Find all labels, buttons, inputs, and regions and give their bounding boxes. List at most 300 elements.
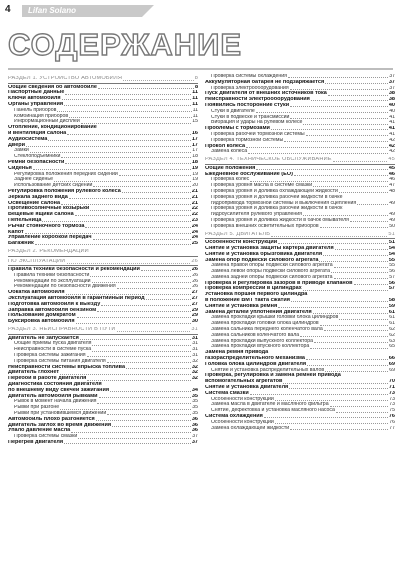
toc-leader	[98, 85, 194, 89]
toc-label: Пуск двигателя от внешних источников тока	[205, 91, 327, 97]
toc-label: Снятие и установка защиты картера двигателя	[205, 245, 334, 251]
toc-label: Освещение салона	[8, 200, 61, 206]
toc-leader	[35, 241, 191, 245]
toc-leader	[60, 405, 191, 409]
toc-label: Проверка рабочей тормозной системы	[211, 131, 305, 137]
toc-label: Ключи автомобиля	[8, 96, 61, 102]
toc-leader	[26, 143, 191, 147]
toc-page-number: 17	[192, 148, 198, 154]
toc-page-number: 41	[389, 120, 395, 126]
toc-leader	[90, 273, 191, 277]
toc-page-number: 37	[389, 74, 395, 79]
toc-page-number: 35	[192, 399, 198, 405]
toc-label: Головка блока цилиндров двигателя	[205, 361, 307, 367]
toc-leader	[325, 368, 388, 372]
toc-label: Вещевые ящики салона	[8, 212, 74, 218]
toc-leader	[310, 344, 388, 348]
toc-page-number: 18	[191, 159, 198, 165]
toc-label: Проверка внешних осветительных приборов	[211, 223, 319, 229]
page-header	[0, 0, 401, 22]
toc-page-number: 75	[389, 408, 395, 414]
toc-leader	[87, 353, 192, 357]
toc-page-number: 26	[192, 272, 198, 278]
toc-label: Рывки при установившемся движении	[14, 411, 107, 417]
toc-page-number: 77	[389, 425, 395, 431]
toc-page-number: 36	[191, 422, 198, 428]
toc-label: Заправка автомобиля бензином	[8, 307, 97, 313]
toc-label: Автомобиль плохо разгоняется	[8, 416, 95, 422]
toc-page-number: 29	[191, 313, 198, 319]
toc-leader	[146, 296, 191, 300]
toc-leader	[61, 154, 191, 158]
toc-leader	[69, 195, 191, 199]
toc-page-number: 59	[388, 303, 395, 309]
toc-label: гидроусилителя рулевого управления	[211, 212, 302, 218]
toc-label: Неисправности электрооборудования	[205, 97, 310, 103]
toc-page-number: 24	[191, 229, 198, 235]
toc-leader	[93, 235, 191, 239]
toc-label: Рычаг стояночного тормоза	[8, 223, 85, 229]
toc-label: Эксплуатация автомобиля в гарантийный период	[8, 296, 145, 302]
toc-label: Замена прокладки крышки головки блока цилиндров	[211, 315, 339, 321]
toc-page-number: 63	[389, 338, 395, 344]
toc-leader	[325, 80, 388, 84]
toc-page-number: 36	[191, 416, 198, 422]
toc-leader	[25, 230, 191, 234]
toc-page-number: 15	[192, 119, 198, 125]
toc-page-number: 49	[389, 200, 395, 206]
toc-label: Снятие и установка распределительных валов	[211, 367, 325, 373]
toc-page-number: 71	[388, 385, 395, 391]
toc-leader	[66, 290, 191, 294]
toc-leader	[87, 376, 191, 380]
toc-leader	[77, 313, 191, 317]
toc-page-number: 42	[389, 149, 395, 155]
toc-leader	[97, 399, 191, 403]
toc-label: Появились посторонние стуки	[205, 102, 290, 108]
toc-label: Установка поршня первого цилиндра	[205, 292, 308, 298]
toc-page-number: 19	[192, 171, 198, 177]
toc-leader	[333, 157, 388, 162]
toc-leader	[354, 281, 388, 285]
toc-page-number: 31	[192, 353, 198, 359]
toc-page-number: 31	[191, 327, 198, 333]
toc-label: и вентиляция салона	[8, 130, 67, 136]
toc-label: Перегрев двигателя	[8, 440, 64, 445]
toc-label: Замена масла в двигателе и масляного фильтра	[211, 402, 329, 408]
toc-leader	[331, 269, 388, 273]
toc-page-number: 62	[389, 327, 395, 333]
toc-label: Комбинация приборов	[14, 113, 69, 119]
toc-page-number: 11	[192, 101, 198, 107]
toc-page-number: 11	[192, 113, 198, 119]
toc-label: Проверка уровня и доливка рабочей жидкости в бачке	[211, 194, 343, 200]
toc-leader	[57, 108, 191, 112]
toc-label: Замки	[14, 148, 29, 154]
toc-page-number: 32	[191, 364, 198, 370]
toc-leader	[328, 91, 388, 95]
toc-page-number: 26	[192, 284, 198, 290]
toc-label: Снятие и установка двигателя	[205, 385, 289, 391]
toc-leader	[339, 315, 388, 319]
toc-label: Ремни безопасности	[8, 159, 65, 165]
toc-label: Неисправности системы впрыска топлива	[8, 364, 126, 370]
toc-label: Аккумуляторная батарея не подзаряжается	[205, 79, 325, 85]
toc-leader	[275, 420, 388, 424]
toc-label: РАЗДЕЛ 4. ТЕХНИЧЕСКОЕ ОБСЛУЖИВАНИЕ	[205, 157, 332, 163]
toc-page-number: 41	[388, 126, 395, 132]
toc-label: Использование детских сидений	[14, 183, 93, 189]
toc-label: Проверка уровня масла в системе смазки	[211, 183, 313, 189]
toc-label: Проверка системы охлаждения	[211, 74, 287, 79]
toc-page-number: 24	[191, 223, 198, 229]
toc-entry	[8, 319, 198, 325]
toc-subentry	[205, 426, 395, 432]
toc-label: Стеклоподъемники	[14, 154, 61, 160]
toc-page-number: 42	[389, 137, 395, 143]
toc-page-number: 65	[389, 344, 395, 350]
toc-label: Замена сальников коленчатого вала	[211, 332, 300, 338]
toc-page-number: 32	[192, 358, 198, 364]
toc-page-number: 26	[191, 267, 198, 273]
toc-page-number: 19	[192, 177, 198, 183]
toc-leader	[92, 341, 191, 345]
toc-section-heading	[205, 157, 395, 165]
toc-page-number: 73	[389, 396, 395, 402]
toc-label: Органы управления	[8, 101, 64, 107]
toc-leader	[65, 90, 191, 94]
toc-label: Проверка электрооборудования	[211, 85, 289, 91]
toc-page-number: 69	[389, 367, 395, 373]
toc-leader	[112, 423, 191, 427]
toc-leader	[357, 201, 388, 205]
toc-leader	[290, 115, 388, 119]
toc-leader	[101, 302, 191, 306]
toc-leader	[117, 284, 191, 288]
toc-label: Замена колеса	[211, 149, 248, 155]
toc-label: Двигатель автомобиля рывками	[8, 393, 98, 399]
toc-leader	[54, 177, 191, 181]
toc-label: Замена правой опоры подвески силового агрегата	[211, 263, 333, 269]
toc-label: Замена охлаждающей жидкости	[211, 425, 290, 431]
toc-label: Снятие и установка брызговика двигателя	[205, 251, 323, 257]
toc-label: Общие положения	[205, 165, 256, 171]
toc-label: Отопление, кондиционирование	[8, 125, 97, 131]
toc-label: Система смазки	[205, 390, 249, 396]
toc-page-number: 32	[191, 370, 198, 376]
toc-leader	[256, 166, 388, 170]
toc-label: Управление коробкой передач	[8, 235, 92, 241]
toc-page-number: 11	[192, 107, 198, 113]
toc-page-number: 21	[191, 194, 198, 200]
toc-leader	[303, 212, 388, 216]
toc-page-number: 73	[388, 390, 395, 396]
toc-page-number: 42	[388, 143, 395, 149]
page-title: СОДЕРЖАНИЕ	[8, 27, 243, 62]
toc-page-number: 56	[389, 269, 395, 275]
toc-label: Прокол колеса	[205, 143, 246, 149]
toc-label: Особенности конструкции	[211, 419, 274, 425]
toc-page-number: 11	[192, 90, 198, 96]
toc-leader	[290, 86, 389, 90]
toc-page-number: 37	[192, 434, 198, 440]
toc-page-number: 54	[388, 245, 395, 251]
toc-leader	[76, 319, 191, 323]
toc-leader	[96, 417, 191, 421]
toc-label: Снятие и установка ремня	[205, 303, 278, 309]
toc-leader	[290, 426, 388, 430]
toc-label: Регулировка положения передних сидений	[14, 171, 118, 177]
toc-page-number: 40	[389, 108, 395, 114]
toc-leader	[300, 333, 388, 337]
toc-page-number: 31	[191, 335, 198, 341]
toc-page-number: 73	[389, 402, 395, 408]
toc-section-heading	[8, 249, 198, 257]
toc-leader	[294, 172, 388, 176]
toc-label: газораспределительного механизма	[205, 356, 305, 362]
toc-page-number: 70	[388, 379, 395, 385]
toc-leader	[107, 359, 192, 363]
toc-leader	[78, 434, 191, 438]
toc-leader	[306, 356, 388, 360]
toc-label: Проверка колес	[211, 177, 250, 183]
toc-label: Буксировка автомобиля	[8, 319, 75, 325]
toc-page-number: 26	[191, 258, 198, 264]
toc-page-number: 38	[388, 97, 395, 103]
toc-leader	[85, 224, 190, 228]
toc-entry	[8, 241, 198, 247]
toc-label: Сиденья	[8, 165, 32, 171]
toc-page-number: 16	[191, 130, 198, 136]
toc-page-number: 37	[191, 440, 198, 445]
toc-leader	[291, 298, 388, 302]
toc-page-number: 61	[388, 309, 395, 315]
toc-leader	[324, 327, 388, 331]
toc-leader	[320, 224, 389, 228]
toc-page-number: 46	[388, 171, 395, 177]
toc-leader	[75, 212, 191, 216]
toc-label: Пользование домкратом	[8, 313, 76, 319]
toc-page-number: 24	[191, 235, 198, 241]
toc-leader	[107, 411, 191, 415]
toc-page-number: 8	[194, 84, 198, 90]
toc-page-number: 45	[388, 165, 395, 171]
toc-leader	[288, 74, 388, 78]
toc-leader	[330, 402, 389, 406]
toc-leader	[248, 149, 388, 153]
toc-label: Замена деталей уплотнения двигателя	[205, 309, 312, 315]
toc-page-number: 41	[389, 114, 395, 120]
toc-page-number: 32	[191, 376, 198, 382]
toc-leader	[110, 388, 191, 392]
toc-leader	[319, 258, 387, 262]
toc-leader	[290, 103, 388, 107]
toc-label: Двигатель заглох во время движения	[8, 422, 112, 428]
toc-leader	[122, 189, 191, 193]
toc-leader	[69, 114, 191, 118]
toc-page-number: 61	[389, 321, 395, 327]
toc-page-number: 46	[389, 177, 395, 183]
toc-leader	[306, 132, 389, 136]
toc-label: Замена прокладки выпускного коллектора	[211, 338, 313, 344]
toc-label: Особенности конструкции	[211, 396, 274, 402]
toc-leader	[62, 96, 192, 100]
toc-label: Система охлаждения	[205, 414, 263, 420]
toc-leader	[119, 172, 191, 176]
toc-label: Диагностика состояния двигателя	[8, 382, 102, 388]
toc-leader	[123, 76, 194, 81]
toc-label: Обкатка автомобиля	[8, 290, 65, 296]
toc-column-left	[8, 74, 198, 568]
toc-page-number: 49	[389, 212, 395, 218]
toc-label: Замена задней опоры подвески силового агрегата	[211, 274, 333, 280]
toc-label: Проблемы с тормозами	[205, 126, 270, 132]
toc-page-number: 40	[388, 102, 395, 108]
toc-page-number: 17	[191, 136, 198, 142]
toc-label: Проверка уровня и доливка рабочей жидкости в бачок	[211, 206, 343, 212]
toc-label: Неисправности в системе пуска	[14, 347, 92, 353]
toc-leader	[99, 394, 191, 398]
toc-label: Особенности конструкции	[205, 240, 278, 246]
toc-leader	[60, 370, 191, 374]
toc-leader	[67, 131, 191, 135]
toc-label: Снятие, дефектовка и установка масляного насоса	[211, 408, 335, 414]
toc-leader	[320, 321, 389, 325]
toc-leader	[71, 428, 191, 432]
toc-page-number: 23	[191, 217, 198, 223]
toc-leader	[271, 126, 388, 130]
toc-label: Рывок в момент начала движения	[14, 399, 97, 405]
toc-label: Замена ремня привода	[205, 350, 269, 356]
brand-label: Lifan Solano	[28, 6, 76, 15]
toc-page-number: 47	[389, 183, 395, 189]
toc-page-number: 76	[389, 419, 395, 425]
header-band	[22, 5, 142, 17]
toc-leader	[97, 308, 191, 312]
toc-label: Аудиосистема	[8, 136, 48, 142]
toc-label: Двигатель не запускается	[8, 335, 79, 341]
toc-page-number: 55	[388, 257, 395, 263]
toc-label: Информационный дисплей	[14, 119, 80, 125]
toc-leader	[335, 246, 388, 250]
toc-leader	[313, 183, 388, 187]
toc-page-number: 22	[191, 212, 198, 218]
toc-leader	[313, 310, 388, 314]
toc-page-number: 41	[389, 131, 395, 137]
toc-page-number: 36	[191, 428, 198, 434]
toc-leader	[64, 440, 191, 444]
toc-page-number: 49	[389, 217, 395, 223]
toc-leader	[80, 336, 191, 340]
toc-page-number: 57	[389, 274, 395, 280]
toc-label: Проверка тормозной системы	[211, 137, 284, 143]
toc-page-number: 21	[191, 188, 198, 194]
toc-page-number: 51	[388, 231, 395, 237]
toc-label: Правила техники безопасности	[14, 272, 90, 278]
toc-column-right	[205, 74, 395, 568]
toc-label: Двигатель глохнет	[8, 370, 60, 376]
toc-label: Проверка компрессии в цилиндрах	[205, 286, 302, 292]
toc-label: Багажник	[8, 241, 34, 247]
toc-leader	[303, 286, 388, 290]
toc-label: РАЗДЕЛ 1. УСТРОЙСТВО АВТОМОБИЛЯ	[8, 76, 123, 81]
toc-label: Заднее сиденье	[14, 177, 53, 183]
toc-label: Двери	[8, 142, 26, 148]
toc-page-number: 37	[388, 79, 395, 85]
toc-label: Проверка и регулировка зазоров в приводе клапанов	[205, 280, 353, 286]
toc-section-heading	[8, 327, 198, 335]
toc-label: Рекомендации по эксплуатации	[14, 278, 91, 284]
toc-leader	[33, 166, 191, 170]
toc-leader	[61, 201, 191, 205]
toc-leader	[334, 263, 389, 267]
toc-page-number: 17	[191, 142, 198, 148]
toc-page-number: 31	[192, 347, 198, 353]
toc-label: Проверка системы питания двигателя	[14, 358, 106, 364]
toc-leader	[93, 183, 191, 187]
toc-label: Подготовка автомобиля к выезду	[8, 301, 101, 307]
toc-page-number: 37	[389, 85, 395, 91]
page-number: 4	[5, 4, 11, 15]
toc-label: Общие сведения об автомобиле	[8, 84, 97, 90]
toc-leader	[126, 365, 191, 369]
toc-label: Вибрация и удары на рулевом колесе	[211, 120, 303, 126]
toc-label: по внешнему виду свечей зажигания	[8, 387, 110, 393]
toc-page-number: 35	[192, 411, 198, 417]
toc-page-number: 55	[389, 263, 395, 269]
toc-page-number: 35	[191, 393, 198, 399]
toc-page-number: 11	[192, 96, 198, 102]
toc-subentry	[205, 149, 395, 155]
toc-leader	[289, 385, 388, 389]
toc-page-number: 19	[191, 165, 198, 171]
toc-label: Паспортные данные	[8, 90, 65, 96]
toc-leader	[339, 189, 388, 193]
toc-page-number: 66	[388, 356, 395, 362]
toc-page-number: 45	[388, 157, 395, 163]
toc-page-number: 30	[191, 319, 198, 325]
toc-leader	[64, 102, 191, 106]
toc-leader	[314, 339, 388, 343]
toc-leader	[264, 414, 388, 418]
toc-leader	[81, 119, 191, 123]
toc-label: Проверка, регулировка и замена ремней привода	[205, 373, 341, 379]
toc-page-number: 26	[192, 278, 198, 284]
toc-label: Ежедневное обслуживание (ЕО)	[205, 171, 293, 177]
toc-label: ПО ЭКСПЛУАТАЦИИ	[8, 258, 66, 264]
toc-label: Общие приемы пуска двигателя	[14, 341, 92, 347]
toc-page-number: 22	[191, 206, 198, 212]
toc-label: Проверка системы смазки	[14, 434, 78, 440]
toc-leader	[42, 218, 190, 222]
toc-label: Проверка уровня и доливка жидкости в бачок омывателя	[211, 217, 349, 223]
toc-leader	[250, 177, 388, 181]
toc-leader	[334, 275, 389, 279]
toc-leader	[278, 304, 388, 308]
toc-label: в положение ВМТ такта сжатия	[205, 298, 290, 304]
title-divider	[8, 68, 393, 70]
toc-leader	[92, 279, 192, 283]
toc-label: Панель приборов	[14, 107, 57, 113]
toc-leader	[278, 240, 388, 244]
toc-page-number: 27	[191, 296, 198, 302]
toc-page-number: 20	[192, 183, 198, 189]
toc-label: Правила техники безопасности и рекомендации	[8, 267, 140, 273]
toc-page-number: 18	[192, 154, 198, 160]
toc-label: Стуки в подвеске и трансмиссии	[211, 114, 290, 120]
toc-page-number: 27	[191, 301, 198, 307]
toc-page-number: 54	[388, 251, 395, 257]
